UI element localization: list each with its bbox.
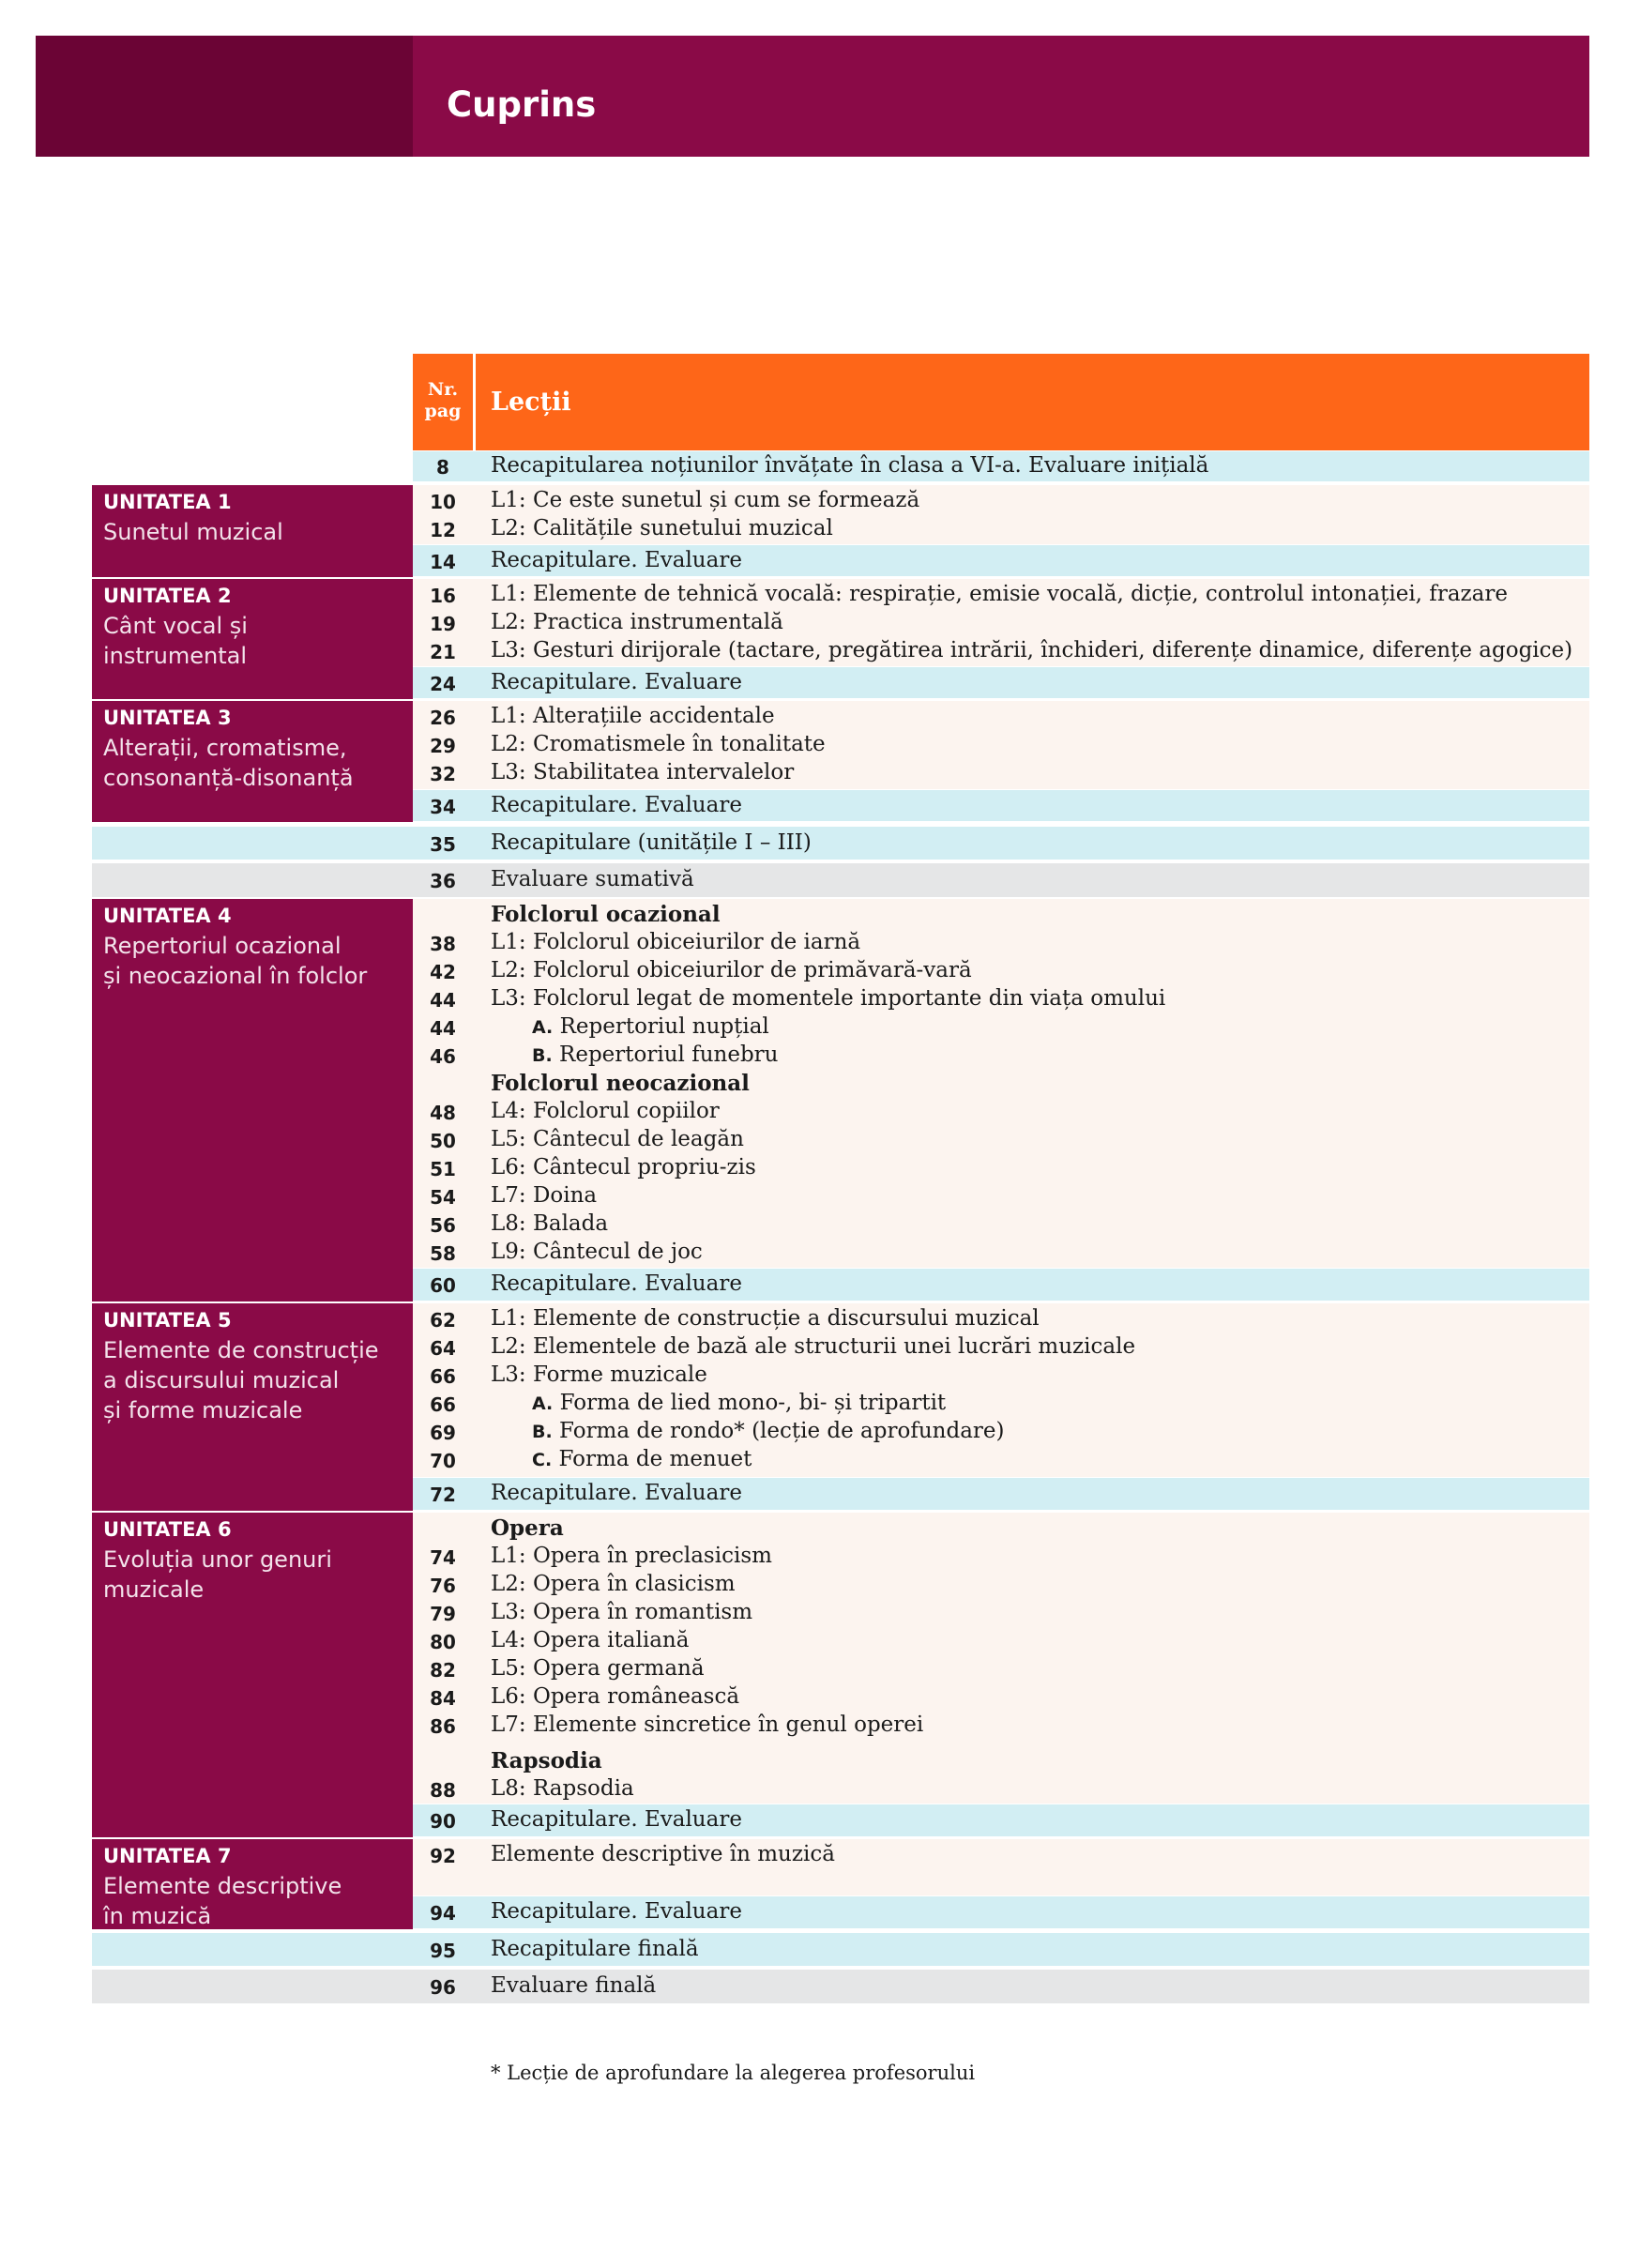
subsection-letter: A. (532, 1017, 554, 1038)
page-number: 24 (430, 673, 456, 695)
lesson-title: Recapitulare. Evaluare (491, 1899, 742, 1924)
page-number: 82 (430, 1659, 456, 1682)
toc-row[interactable] (413, 1418, 1589, 1446)
page-number: 32 (430, 763, 456, 785)
unit-title: Alterații, cromatisme, consonanță-disonanță (103, 735, 354, 791)
toc-row[interactable] (413, 1683, 1589, 1712)
toc-row[interactable] (413, 1515, 1589, 1543)
subsection-letter: B. (532, 1045, 553, 1066)
lesson-title: Recapitulare. Evaluare (491, 548, 742, 572)
toc-row[interactable] (413, 609, 1589, 637)
lesson-title: L1: Folclorul obiceiurilor de iarnă (491, 930, 861, 954)
subsection-title: Forma de lied mono-, bi- și tripartit (559, 1391, 947, 1415)
lesson-title: L5: Cântecul de leagăn (491, 1127, 744, 1151)
toc-row[interactable] (413, 1333, 1589, 1362)
lesson-title: Recapitulare (unitățile I – III) (491, 830, 812, 855)
lesson-title: L3: Stabilitatea intervalelor (491, 760, 795, 784)
toc-row[interactable] (413, 703, 1589, 731)
unit-number: UNITATEA 7 (103, 1845, 232, 1867)
unit-title: Sunetul muzical (103, 519, 283, 545)
lesson-title: L1: Ce este sunetul și cum se formează (491, 488, 920, 512)
toc-row[interactable] (413, 1126, 1589, 1154)
lesson-title: L5: Opera germană (491, 1656, 705, 1681)
page-number: 44 (430, 989, 456, 1012)
unit-number: UNITATEA 5 (103, 1309, 232, 1332)
unit-title: Cânt vocal și instrumental (103, 613, 248, 669)
lesson-title: L3: Forme muzicale (491, 1362, 707, 1387)
page-number: 64 (430, 1337, 456, 1360)
page-number: 58 (430, 1242, 456, 1265)
toc-row[interactable] (413, 1098, 1589, 1126)
lesson-title: L3: Folclorul legat de momentele importante din viața omului (491, 986, 1166, 1011)
toc-row[interactable] (413, 1970, 1589, 2003)
toc-row[interactable] (413, 1362, 1589, 1390)
unit-number: UNITATEA 2 (103, 585, 232, 607)
page-number: 94 (430, 1902, 456, 1925)
lesson-title (532, 1014, 769, 1039)
toc-row[interactable] (413, 1390, 1589, 1418)
unit-label-4 (92, 899, 413, 1301)
lesson-title: L1: Opera în preclasicism (491, 1544, 772, 1568)
lesson-title (532, 1391, 946, 1415)
subsection-letter: B. (532, 1422, 553, 1442)
page-number: 84 (430, 1687, 456, 1710)
page-number: 90 (430, 1810, 456, 1833)
page-number: 66 (430, 1393, 456, 1416)
toc-row[interactable] (413, 1305, 1589, 1333)
page-number: 19 (430, 613, 456, 635)
lesson-title: L3: Gesturi dirijorale (tactare, pregătirea intrării, închideri, diferențe dinamice, diferențe agogice) (491, 638, 1573, 662)
page-number: 8 (436, 456, 449, 479)
page-number: 46 (430, 1045, 456, 1068)
toc-row[interactable] (413, 1070, 1589, 1098)
toc-row[interactable] (413, 1841, 1589, 1869)
section-heading: Opera (491, 1515, 564, 1541)
lesson-title: L8: Rapsodia (491, 1776, 634, 1801)
lesson-title: L1: Elemente de construcție a discursului muzical (491, 1306, 1040, 1331)
page-number: 36 (430, 870, 456, 892)
toc-row[interactable] (413, 1269, 1589, 1301)
lesson-title (532, 1419, 1005, 1443)
section-heading: Folclorul ocazional (491, 902, 721, 927)
unit-label-7 (92, 1839, 413, 1929)
toc-row[interactable] (413, 1013, 1589, 1042)
lesson-title: Evaluare finală (491, 1973, 657, 1998)
lesson-title: L1: Elemente de tehnică vocală: respirație, emisie vocală, dicție, controlul intonației, frazare (491, 582, 1508, 606)
footnote: * Lecție de aprofundare la alegerea profesorului (491, 2062, 976, 2084)
toc-row[interactable] (413, 1627, 1589, 1655)
page-number: 26 (430, 707, 456, 729)
unit-title: Elemente descriptive în muzică (103, 1873, 342, 1929)
column-header-nr: Nr. (427, 379, 459, 400)
page-number: 34 (430, 796, 456, 818)
page-number: 54 (430, 1186, 456, 1209)
subsection-letter: C. (532, 1450, 553, 1470)
lesson-title: L4: Opera italiană (491, 1628, 690, 1652)
toc-row[interactable] (413, 1182, 1589, 1210)
page-number: 35 (430, 833, 456, 856)
toc-row[interactable] (413, 667, 1589, 698)
unit-label-5 (92, 1303, 413, 1511)
lesson-title: Recapitulare. Evaluare (491, 1271, 742, 1296)
toc-row[interactable] (413, 1804, 1589, 1836)
unit-title: Repertoriul ocazional și neocazional în folclor (103, 933, 368, 989)
unit-number: UNITATEA 4 (103, 905, 232, 927)
unit-label-1 (92, 485, 413, 577)
page-number: 72 (430, 1484, 456, 1506)
column-header-lessons-label: Lecții (491, 388, 571, 417)
page-title: Cuprins (447, 84, 597, 125)
lesson-title: L6: Cântecul propriu-zis (491, 1155, 756, 1180)
unit-title: Elemente de construcție a discursului muzical și forme muzicale (103, 1337, 379, 1423)
page-number: 76 (430, 1575, 456, 1597)
toc-row[interactable] (413, 1599, 1589, 1627)
toc-row[interactable] (413, 1896, 1589, 1928)
toc-row[interactable] (413, 957, 1589, 985)
unit-label-2 (92, 579, 413, 699)
page-number: 16 (430, 585, 456, 607)
section-heading: Folclorul neocazional (491, 1071, 750, 1096)
section-heading: Rapsodia (491, 1748, 602, 1773)
toc-row[interactable] (413, 901, 1589, 929)
page-number: 96 (430, 1976, 456, 1999)
lesson-title: L3: Opera în romantism (491, 1600, 753, 1624)
toc-row[interactable] (413, 1239, 1589, 1267)
page-number: 74 (430, 1546, 456, 1569)
toc-row[interactable] (413, 929, 1589, 957)
lesson-title: L6: Opera românească (491, 1684, 740, 1709)
page-number: 92 (430, 1845, 456, 1867)
toc-row[interactable] (413, 1543, 1589, 1571)
lesson-title: Evaluare sumativă (491, 867, 694, 891)
lesson-title: L9: Cântecul de joc (491, 1240, 703, 1264)
toc-row[interactable] (413, 1933, 1589, 1966)
toc-row[interactable] (413, 827, 1589, 860)
lesson-title: Recapitulare. Evaluare (491, 1807, 742, 1832)
toc-row[interactable] (413, 863, 1589, 897)
page-number: 70 (430, 1450, 456, 1472)
lesson-title: Recapitulare. Evaluare (491, 670, 742, 694)
toc-row[interactable] (413, 1571, 1589, 1599)
page-number: 50 (430, 1130, 456, 1152)
toc-row[interactable] (413, 759, 1589, 787)
toc-row[interactable] (413, 581, 1589, 609)
lesson-title: Recapitulare finală (491, 1937, 699, 1961)
toc-row[interactable] (413, 1712, 1589, 1740)
column-header-pag: pag (424, 401, 462, 421)
toc-row[interactable] (413, 1210, 1589, 1239)
page-number: 56 (430, 1214, 456, 1237)
page-number: 88 (430, 1779, 456, 1802)
toc-row[interactable] (413, 451, 1589, 481)
subsection-letter: A. (532, 1393, 554, 1414)
lesson-title: Recapitularea noțiunilor învățate în clasa a VI-a. Evaluare inițială (491, 453, 1209, 478)
lesson-title: L2: Opera în clasicism (491, 1572, 736, 1596)
subsection-title: Repertoriul nupțial (559, 1014, 769, 1039)
page-number: 44 (430, 1017, 456, 1040)
page-number: 14 (430, 551, 456, 573)
subsection-title: Repertoriul funebru (559, 1043, 779, 1067)
unit-label-6 (92, 1513, 413, 1837)
unit-number: UNITATEA 1 (103, 491, 232, 513)
lesson-title: L1: Alterațiile accidentale (491, 704, 775, 728)
toc-row[interactable] (413, 1775, 1589, 1804)
lesson-title: L7: Doina (491, 1183, 598, 1208)
lesson-title: L2: Folclorul obiceiurilor de primăvară-vară (491, 958, 972, 982)
lesson-title: L2: Elementele de bază ale structurii unei lucrări muzicale (491, 1334, 1136, 1359)
page-number: 38 (430, 933, 456, 955)
lesson-title: L2: Practica instrumentală (491, 610, 783, 634)
page-number: 79 (430, 1603, 456, 1625)
page-number: 69 (430, 1422, 456, 1444)
page-number: 48 (430, 1102, 456, 1124)
subsection-title: Forma de rondo* (lecție de aprofundare) (559, 1419, 1005, 1443)
toc-row[interactable] (413, 1655, 1589, 1683)
page-number: 95 (430, 1940, 456, 1962)
lesson-title (532, 1447, 752, 1471)
page-number: 86 (430, 1715, 456, 1738)
toc-row[interactable] (413, 637, 1589, 665)
page-number: 29 (430, 735, 456, 757)
toc-row[interactable] (413, 1154, 1589, 1182)
unit-number: UNITATEA 3 (103, 707, 232, 729)
toc-row[interactable] (413, 790, 1589, 821)
page-number: 12 (430, 519, 456, 541)
toc-row[interactable] (413, 731, 1589, 759)
toc-row[interactable] (413, 1747, 1589, 1775)
page-number: 66 (430, 1365, 456, 1388)
lesson-title: L8: Balada (491, 1211, 609, 1236)
page-number: 42 (430, 961, 456, 983)
lesson-title: L4: Folclorul copiilor (491, 1099, 720, 1123)
lesson-title: L2: Cromatismele în tonalitate (491, 732, 826, 756)
unit-label-3 (92, 701, 413, 822)
lesson-title: L7: Elemente sincretice în genul operei (491, 1712, 924, 1737)
toc-row[interactable] (413, 1446, 1589, 1474)
page-number: 51 (430, 1158, 456, 1180)
toc-row[interactable] (413, 985, 1589, 1013)
lesson-title: L2: Calitățile sunetului muzical (491, 516, 833, 540)
subsection-title: Forma de menuet (558, 1447, 752, 1471)
toc-row[interactable] (413, 1478, 1589, 1510)
unit-title: Evoluția unor genuri muzicale (103, 1546, 332, 1603)
page-number: 60 (430, 1274, 456, 1297)
lesson-title: Recapitulare. Evaluare (491, 1481, 742, 1505)
toc-row[interactable] (413, 1042, 1589, 1070)
lesson-title: Elemente descriptive în muzică (491, 1842, 835, 1866)
toc-row[interactable] (413, 545, 1589, 576)
toc-row[interactable] (413, 487, 1589, 515)
page-number: 10 (430, 491, 456, 513)
page-number: 80 (430, 1631, 456, 1653)
page-number: 21 (430, 641, 456, 663)
page-number: 62 (430, 1309, 456, 1332)
unit-number: UNITATEA 6 (103, 1518, 232, 1541)
lesson-title: Recapitulare. Evaluare (491, 793, 742, 817)
toc-row[interactable] (413, 515, 1589, 543)
lesson-title (532, 1043, 778, 1067)
